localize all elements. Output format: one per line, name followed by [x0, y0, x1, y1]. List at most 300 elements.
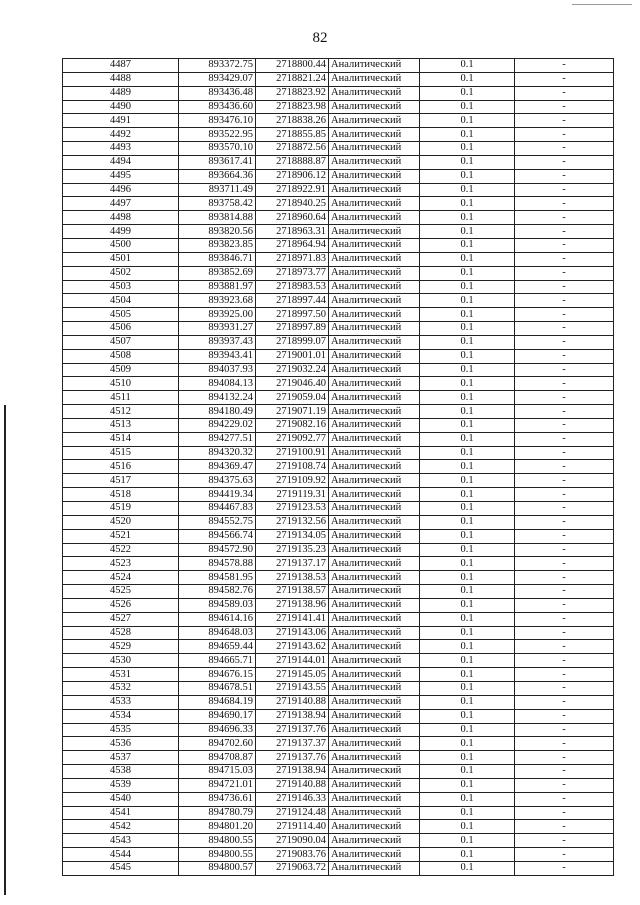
note-cell: - [515, 557, 614, 571]
y-coordinate-cell: 2719071.19 [256, 405, 329, 419]
table-row [63, 335, 614, 349]
point-number-cell: 4501 [63, 252, 179, 266]
method-cell: Аналитический [329, 280, 420, 294]
table-row [63, 211, 614, 225]
accuracy-cell: 0.1 [420, 737, 515, 751]
x-coordinate-cell: 894467.83 [179, 502, 256, 516]
point-number-cell: 4535 [63, 723, 179, 737]
point-number-cell: 4517 [63, 474, 179, 488]
method-cell: Аналитический [329, 529, 420, 543]
x-coordinate-cell: 893570.10 [179, 142, 256, 156]
y-coordinate-cell: 2718997.50 [256, 308, 329, 322]
y-coordinate-cell: 2718973.77 [256, 266, 329, 280]
x-coordinate-cell: 893814.88 [179, 211, 256, 225]
accuracy-cell: 0.1 [420, 834, 515, 848]
table-row [63, 723, 614, 737]
table-row [63, 598, 614, 612]
y-coordinate-cell: 2719141.41 [256, 612, 329, 626]
accuracy-cell: 0.1 [420, 266, 515, 280]
x-coordinate-cell: 894702.60 [179, 737, 256, 751]
note-cell: - [515, 806, 614, 820]
y-coordinate-cell: 2719138.53 [256, 571, 329, 585]
point-number-cell: 4496 [63, 183, 179, 197]
method-cell: Аналитический [329, 515, 420, 529]
method-cell: Аналитический [329, 668, 420, 682]
point-number-cell: 4540 [63, 792, 179, 806]
method-cell: Аналитический [329, 723, 420, 737]
y-coordinate-cell: 2719140.88 [256, 695, 329, 709]
y-coordinate-cell: 2718960.64 [256, 211, 329, 225]
point-number-cell: 4505 [63, 308, 179, 322]
table-row [63, 861, 614, 875]
y-coordinate-cell: 2719001.01 [256, 349, 329, 363]
point-number-cell: 4499 [63, 225, 179, 239]
table-row [63, 294, 614, 308]
note-cell: - [515, 100, 614, 114]
y-coordinate-cell: 2718855.85 [256, 128, 329, 142]
y-coordinate-cell: 2719083.76 [256, 848, 329, 862]
accuracy-cell: 0.1 [420, 709, 515, 723]
point-number-cell: 4533 [63, 695, 179, 709]
accuracy-cell: 0.1 [420, 585, 515, 599]
x-coordinate-cell: 893372.75 [179, 59, 256, 73]
accuracy-cell: 0.1 [420, 598, 515, 612]
x-coordinate-cell: 893881.97 [179, 280, 256, 294]
note-cell: - [515, 114, 614, 128]
y-coordinate-cell: 2718823.98 [256, 100, 329, 114]
accuracy-cell: 0.1 [420, 59, 515, 73]
accuracy-cell: 0.1 [420, 460, 515, 474]
note-cell: - [515, 322, 614, 336]
note-cell: - [515, 308, 614, 322]
point-number-cell: 4487 [63, 59, 179, 73]
x-coordinate-cell: 894648.03 [179, 626, 256, 640]
x-coordinate-cell: 894229.02 [179, 418, 256, 432]
note-cell: - [515, 626, 614, 640]
point-number-cell: 4538 [63, 765, 179, 779]
note-cell: - [515, 502, 614, 516]
note-cell: - [515, 432, 614, 446]
x-coordinate-cell: 894708.87 [179, 751, 256, 765]
x-coordinate-cell: 894736.61 [179, 792, 256, 806]
y-coordinate-cell: 2719144.01 [256, 654, 329, 668]
x-coordinate-cell: 893820.56 [179, 225, 256, 239]
table-row [63, 405, 614, 419]
accuracy-cell: 0.1 [420, 502, 515, 516]
note-cell: - [515, 709, 614, 723]
method-cell: Аналитический [329, 155, 420, 169]
accuracy-cell: 0.1 [420, 322, 515, 336]
note-cell: - [515, 391, 614, 405]
accuracy-cell: 0.1 [420, 128, 515, 142]
x-coordinate-cell: 894572.90 [179, 543, 256, 557]
accuracy-cell: 0.1 [420, 225, 515, 239]
method-cell: Аналитический [329, 59, 420, 73]
note-cell: - [515, 252, 614, 266]
method-cell: Аналитический [329, 695, 420, 709]
method-cell: Аналитический [329, 197, 420, 211]
table-row [63, 377, 614, 391]
note-cell: - [515, 529, 614, 543]
note-cell: - [515, 765, 614, 779]
table-row [63, 114, 614, 128]
accuracy-cell: 0.1 [420, 792, 515, 806]
accuracy-cell: 0.1 [420, 529, 515, 543]
scan-edge-mark [4, 405, 6, 895]
accuracy-cell: 0.1 [420, 820, 515, 834]
x-coordinate-cell: 893937.43 [179, 335, 256, 349]
method-cell: Аналитический [329, 446, 420, 460]
x-coordinate-cell: 894552.75 [179, 515, 256, 529]
point-number-cell: 4502 [63, 266, 179, 280]
table-row [63, 557, 614, 571]
y-coordinate-cell: 2719137.76 [256, 723, 329, 737]
table-row [63, 668, 614, 682]
x-coordinate-cell: 893617.41 [179, 155, 256, 169]
accuracy-cell: 0.1 [420, 474, 515, 488]
method-cell: Аналитический [329, 543, 420, 557]
point-number-cell: 4519 [63, 502, 179, 516]
note-cell: - [515, 418, 614, 432]
method-cell: Аналитический [329, 778, 420, 792]
method-cell: Аналитический [329, 266, 420, 280]
point-number-cell: 4539 [63, 778, 179, 792]
table-row [63, 654, 614, 668]
method-cell: Аналитический [329, 488, 420, 502]
accuracy-cell: 0.1 [420, 612, 515, 626]
table-row [63, 460, 614, 474]
note-cell: - [515, 349, 614, 363]
table-row [63, 169, 614, 183]
table-row [63, 543, 614, 557]
note-cell: - [515, 585, 614, 599]
point-number-cell: 4492 [63, 128, 179, 142]
note-cell: - [515, 238, 614, 252]
table-row [63, 571, 614, 585]
accuracy-cell: 0.1 [420, 363, 515, 377]
accuracy-cell: 0.1 [420, 335, 515, 349]
accuracy-cell: 0.1 [420, 654, 515, 668]
y-coordinate-cell: 2719138.57 [256, 585, 329, 599]
note-cell: - [515, 225, 614, 239]
note-cell: - [515, 446, 614, 460]
y-coordinate-cell: 2719109.92 [256, 474, 329, 488]
y-coordinate-cell: 2719138.96 [256, 598, 329, 612]
point-number-cell: 4542 [63, 820, 179, 834]
y-coordinate-cell: 2719090.04 [256, 834, 329, 848]
x-coordinate-cell: 894578.88 [179, 557, 256, 571]
x-coordinate-cell: 894037.93 [179, 363, 256, 377]
x-coordinate-cell: 894277.51 [179, 432, 256, 446]
method-cell: Аналитический [329, 626, 420, 640]
table-row [63, 418, 614, 432]
point-number-cell: 4544 [63, 848, 179, 862]
method-cell: Аналитический [329, 585, 420, 599]
point-number-cell: 4526 [63, 598, 179, 612]
note-cell: - [515, 737, 614, 751]
y-coordinate-cell: 2718821.24 [256, 72, 329, 86]
point-number-cell: 4515 [63, 446, 179, 460]
x-coordinate-cell: 894800.55 [179, 848, 256, 862]
table-row [63, 225, 614, 239]
method-cell: Аналитический [329, 792, 420, 806]
method-cell: Аналитический [329, 72, 420, 86]
y-coordinate-cell: 2718922.91 [256, 183, 329, 197]
y-coordinate-cell: 2719046.40 [256, 377, 329, 391]
point-number-cell: 4527 [63, 612, 179, 626]
point-number-cell: 4524 [63, 571, 179, 585]
method-cell: Аналитический [329, 709, 420, 723]
point-number-cell: 4536 [63, 737, 179, 751]
x-coordinate-cell: 894659.44 [179, 640, 256, 654]
x-coordinate-cell: 894801.20 [179, 820, 256, 834]
method-cell: Аналитический [329, 405, 420, 419]
y-coordinate-cell: 2719134.05 [256, 529, 329, 543]
note-cell: - [515, 155, 614, 169]
table-row [63, 778, 614, 792]
accuracy-cell: 0.1 [420, 86, 515, 100]
y-coordinate-cell: 2718963.31 [256, 225, 329, 239]
point-number-cell: 4528 [63, 626, 179, 640]
method-cell: Аналитический [329, 654, 420, 668]
x-coordinate-cell: 894375.63 [179, 474, 256, 488]
point-number-cell: 4503 [63, 280, 179, 294]
method-cell: Аналитический [329, 225, 420, 239]
point-number-cell: 4489 [63, 86, 179, 100]
point-number-cell: 4490 [63, 100, 179, 114]
y-coordinate-cell: 2719145.05 [256, 668, 329, 682]
point-number-cell: 4514 [63, 432, 179, 446]
note-cell: - [515, 778, 614, 792]
table-row [63, 474, 614, 488]
y-coordinate-cell: 2718906.12 [256, 169, 329, 183]
note-cell: - [515, 792, 614, 806]
note-cell: - [515, 488, 614, 502]
x-coordinate-cell: 894721.01 [179, 778, 256, 792]
note-cell: - [515, 598, 614, 612]
x-coordinate-cell: 893758.42 [179, 197, 256, 211]
y-coordinate-cell: 2719138.94 [256, 709, 329, 723]
note-cell: - [515, 72, 614, 86]
accuracy-cell: 0.1 [420, 806, 515, 820]
point-number-cell: 4523 [63, 557, 179, 571]
x-coordinate-cell: 894665.71 [179, 654, 256, 668]
x-coordinate-cell: 893711.49 [179, 183, 256, 197]
y-coordinate-cell: 2719140.88 [256, 778, 329, 792]
y-coordinate-cell: 2718940.25 [256, 197, 329, 211]
y-coordinate-cell: 2719032.24 [256, 363, 329, 377]
accuracy-cell: 0.1 [420, 142, 515, 156]
note-cell: - [515, 861, 614, 875]
table-row [63, 446, 614, 460]
y-coordinate-cell: 2719143.62 [256, 640, 329, 654]
table-row [63, 806, 614, 820]
note-cell: - [515, 654, 614, 668]
x-coordinate-cell: 894690.17 [179, 709, 256, 723]
y-coordinate-cell: 2719137.37 [256, 737, 329, 751]
accuracy-cell: 0.1 [420, 183, 515, 197]
method-cell: Аналитический [329, 128, 420, 142]
accuracy-cell: 0.1 [420, 695, 515, 709]
x-coordinate-cell: 893923.68 [179, 294, 256, 308]
x-coordinate-cell: 894678.51 [179, 681, 256, 695]
accuracy-cell: 0.1 [420, 723, 515, 737]
table-row [63, 391, 614, 405]
method-cell: Аналитический [329, 363, 420, 377]
y-coordinate-cell: 2718971.83 [256, 252, 329, 266]
table-row [63, 128, 614, 142]
table-row [63, 72, 614, 86]
accuracy-cell: 0.1 [420, 252, 515, 266]
accuracy-cell: 0.1 [420, 100, 515, 114]
y-coordinate-cell: 2718964.94 [256, 238, 329, 252]
y-coordinate-cell: 2718872.56 [256, 142, 329, 156]
table-row [63, 681, 614, 695]
accuracy-cell: 0.1 [420, 848, 515, 862]
y-coordinate-cell: 2718999.07 [256, 335, 329, 349]
accuracy-cell: 0.1 [420, 238, 515, 252]
x-coordinate-cell: 894684.19 [179, 695, 256, 709]
method-cell: Аналитический [329, 806, 420, 820]
x-coordinate-cell: 893823.85 [179, 238, 256, 252]
table-row [63, 252, 614, 266]
point-number-cell: 4498 [63, 211, 179, 225]
accuracy-cell: 0.1 [420, 515, 515, 529]
note-cell: - [515, 612, 614, 626]
coordinates-table-body [63, 59, 614, 876]
x-coordinate-cell: 894369.47 [179, 460, 256, 474]
x-coordinate-cell: 893931.27 [179, 322, 256, 336]
accuracy-cell: 0.1 [420, 668, 515, 682]
method-cell: Аналитический [329, 418, 420, 432]
x-coordinate-cell: 893852.69 [179, 266, 256, 280]
method-cell: Аналитический [329, 820, 420, 834]
point-number-cell: 4508 [63, 349, 179, 363]
accuracy-cell: 0.1 [420, 349, 515, 363]
method-cell: Аналитический [329, 391, 420, 405]
table-row [63, 197, 614, 211]
note-cell: - [515, 59, 614, 73]
y-coordinate-cell: 2718983.53 [256, 280, 329, 294]
method-cell: Аналитический [329, 377, 420, 391]
point-number-cell: 4530 [63, 654, 179, 668]
table-row [63, 502, 614, 516]
note-cell: - [515, 294, 614, 308]
table-row [63, 848, 614, 862]
point-number-cell: 4531 [63, 668, 179, 682]
x-coordinate-cell: 893846.71 [179, 252, 256, 266]
method-cell: Аналитический [329, 294, 420, 308]
y-coordinate-cell: 2719063.72 [256, 861, 329, 875]
accuracy-cell: 0.1 [420, 211, 515, 225]
table-row [63, 834, 614, 848]
accuracy-cell: 0.1 [420, 432, 515, 446]
y-coordinate-cell: 2719137.17 [256, 557, 329, 571]
point-number-cell: 4507 [63, 335, 179, 349]
note-cell: - [515, 820, 614, 834]
point-number-cell: 4541 [63, 806, 179, 820]
table-row [63, 515, 614, 529]
y-coordinate-cell: 2718800.44 [256, 59, 329, 73]
y-coordinate-cell: 2719124.48 [256, 806, 329, 820]
method-cell: Аналитический [329, 751, 420, 765]
table-row [63, 142, 614, 156]
note-cell: - [515, 197, 614, 211]
note-cell: - [515, 211, 614, 225]
point-number-cell: 4537 [63, 751, 179, 765]
x-coordinate-cell: 894566.74 [179, 529, 256, 543]
point-number-cell: 4520 [63, 515, 179, 529]
accuracy-cell: 0.1 [420, 308, 515, 322]
note-cell: - [515, 543, 614, 557]
accuracy-cell: 0.1 [420, 114, 515, 128]
x-coordinate-cell: 893943.41 [179, 349, 256, 363]
table-row [63, 432, 614, 446]
table-row [63, 488, 614, 502]
y-coordinate-cell: 2719100.91 [256, 446, 329, 460]
note-cell: - [515, 668, 614, 682]
method-cell: Аналитический [329, 322, 420, 336]
x-coordinate-cell: 894614.16 [179, 612, 256, 626]
point-number-cell: 4543 [63, 834, 179, 848]
point-number-cell: 4500 [63, 238, 179, 252]
y-coordinate-cell: 2719119.31 [256, 488, 329, 502]
table-row [63, 820, 614, 834]
note-cell: - [515, 474, 614, 488]
point-number-cell: 4488 [63, 72, 179, 86]
table-row [63, 322, 614, 336]
x-coordinate-cell: 894800.57 [179, 861, 256, 875]
table-row [63, 765, 614, 779]
method-cell: Аналитический [329, 765, 420, 779]
method-cell: Аналитический [329, 308, 420, 322]
table-row [63, 737, 614, 751]
y-coordinate-cell: 2719132.56 [256, 515, 329, 529]
method-cell: Аналитический [329, 114, 420, 128]
table-row [63, 640, 614, 654]
table-row [63, 529, 614, 543]
table-row [63, 86, 614, 100]
y-coordinate-cell: 2719143.55 [256, 681, 329, 695]
accuracy-cell: 0.1 [420, 778, 515, 792]
x-coordinate-cell: 893429.07 [179, 72, 256, 86]
y-coordinate-cell: 2718997.89 [256, 322, 329, 336]
point-number-cell: 4545 [63, 861, 179, 875]
accuracy-cell: 0.1 [420, 72, 515, 86]
note-cell: - [515, 128, 614, 142]
table-row [63, 585, 614, 599]
point-number-cell: 4525 [63, 585, 179, 599]
y-coordinate-cell: 2719108.74 [256, 460, 329, 474]
table-row [63, 792, 614, 806]
x-coordinate-cell: 894589.03 [179, 598, 256, 612]
note-cell: - [515, 640, 614, 654]
table-row [63, 100, 614, 114]
point-number-cell: 4491 [63, 114, 179, 128]
method-cell: Аналитический [329, 183, 420, 197]
table-row [63, 709, 614, 723]
method-cell: Аналитический [329, 640, 420, 654]
point-number-cell: 4497 [63, 197, 179, 211]
x-coordinate-cell: 894676.15 [179, 668, 256, 682]
accuracy-cell: 0.1 [420, 751, 515, 765]
method-cell: Аналитический [329, 169, 420, 183]
page-number: 82 [312, 30, 328, 46]
accuracy-cell: 0.1 [420, 626, 515, 640]
accuracy-cell: 0.1 [420, 155, 515, 169]
x-coordinate-cell: 894419.34 [179, 488, 256, 502]
method-cell: Аналитический [329, 432, 420, 446]
